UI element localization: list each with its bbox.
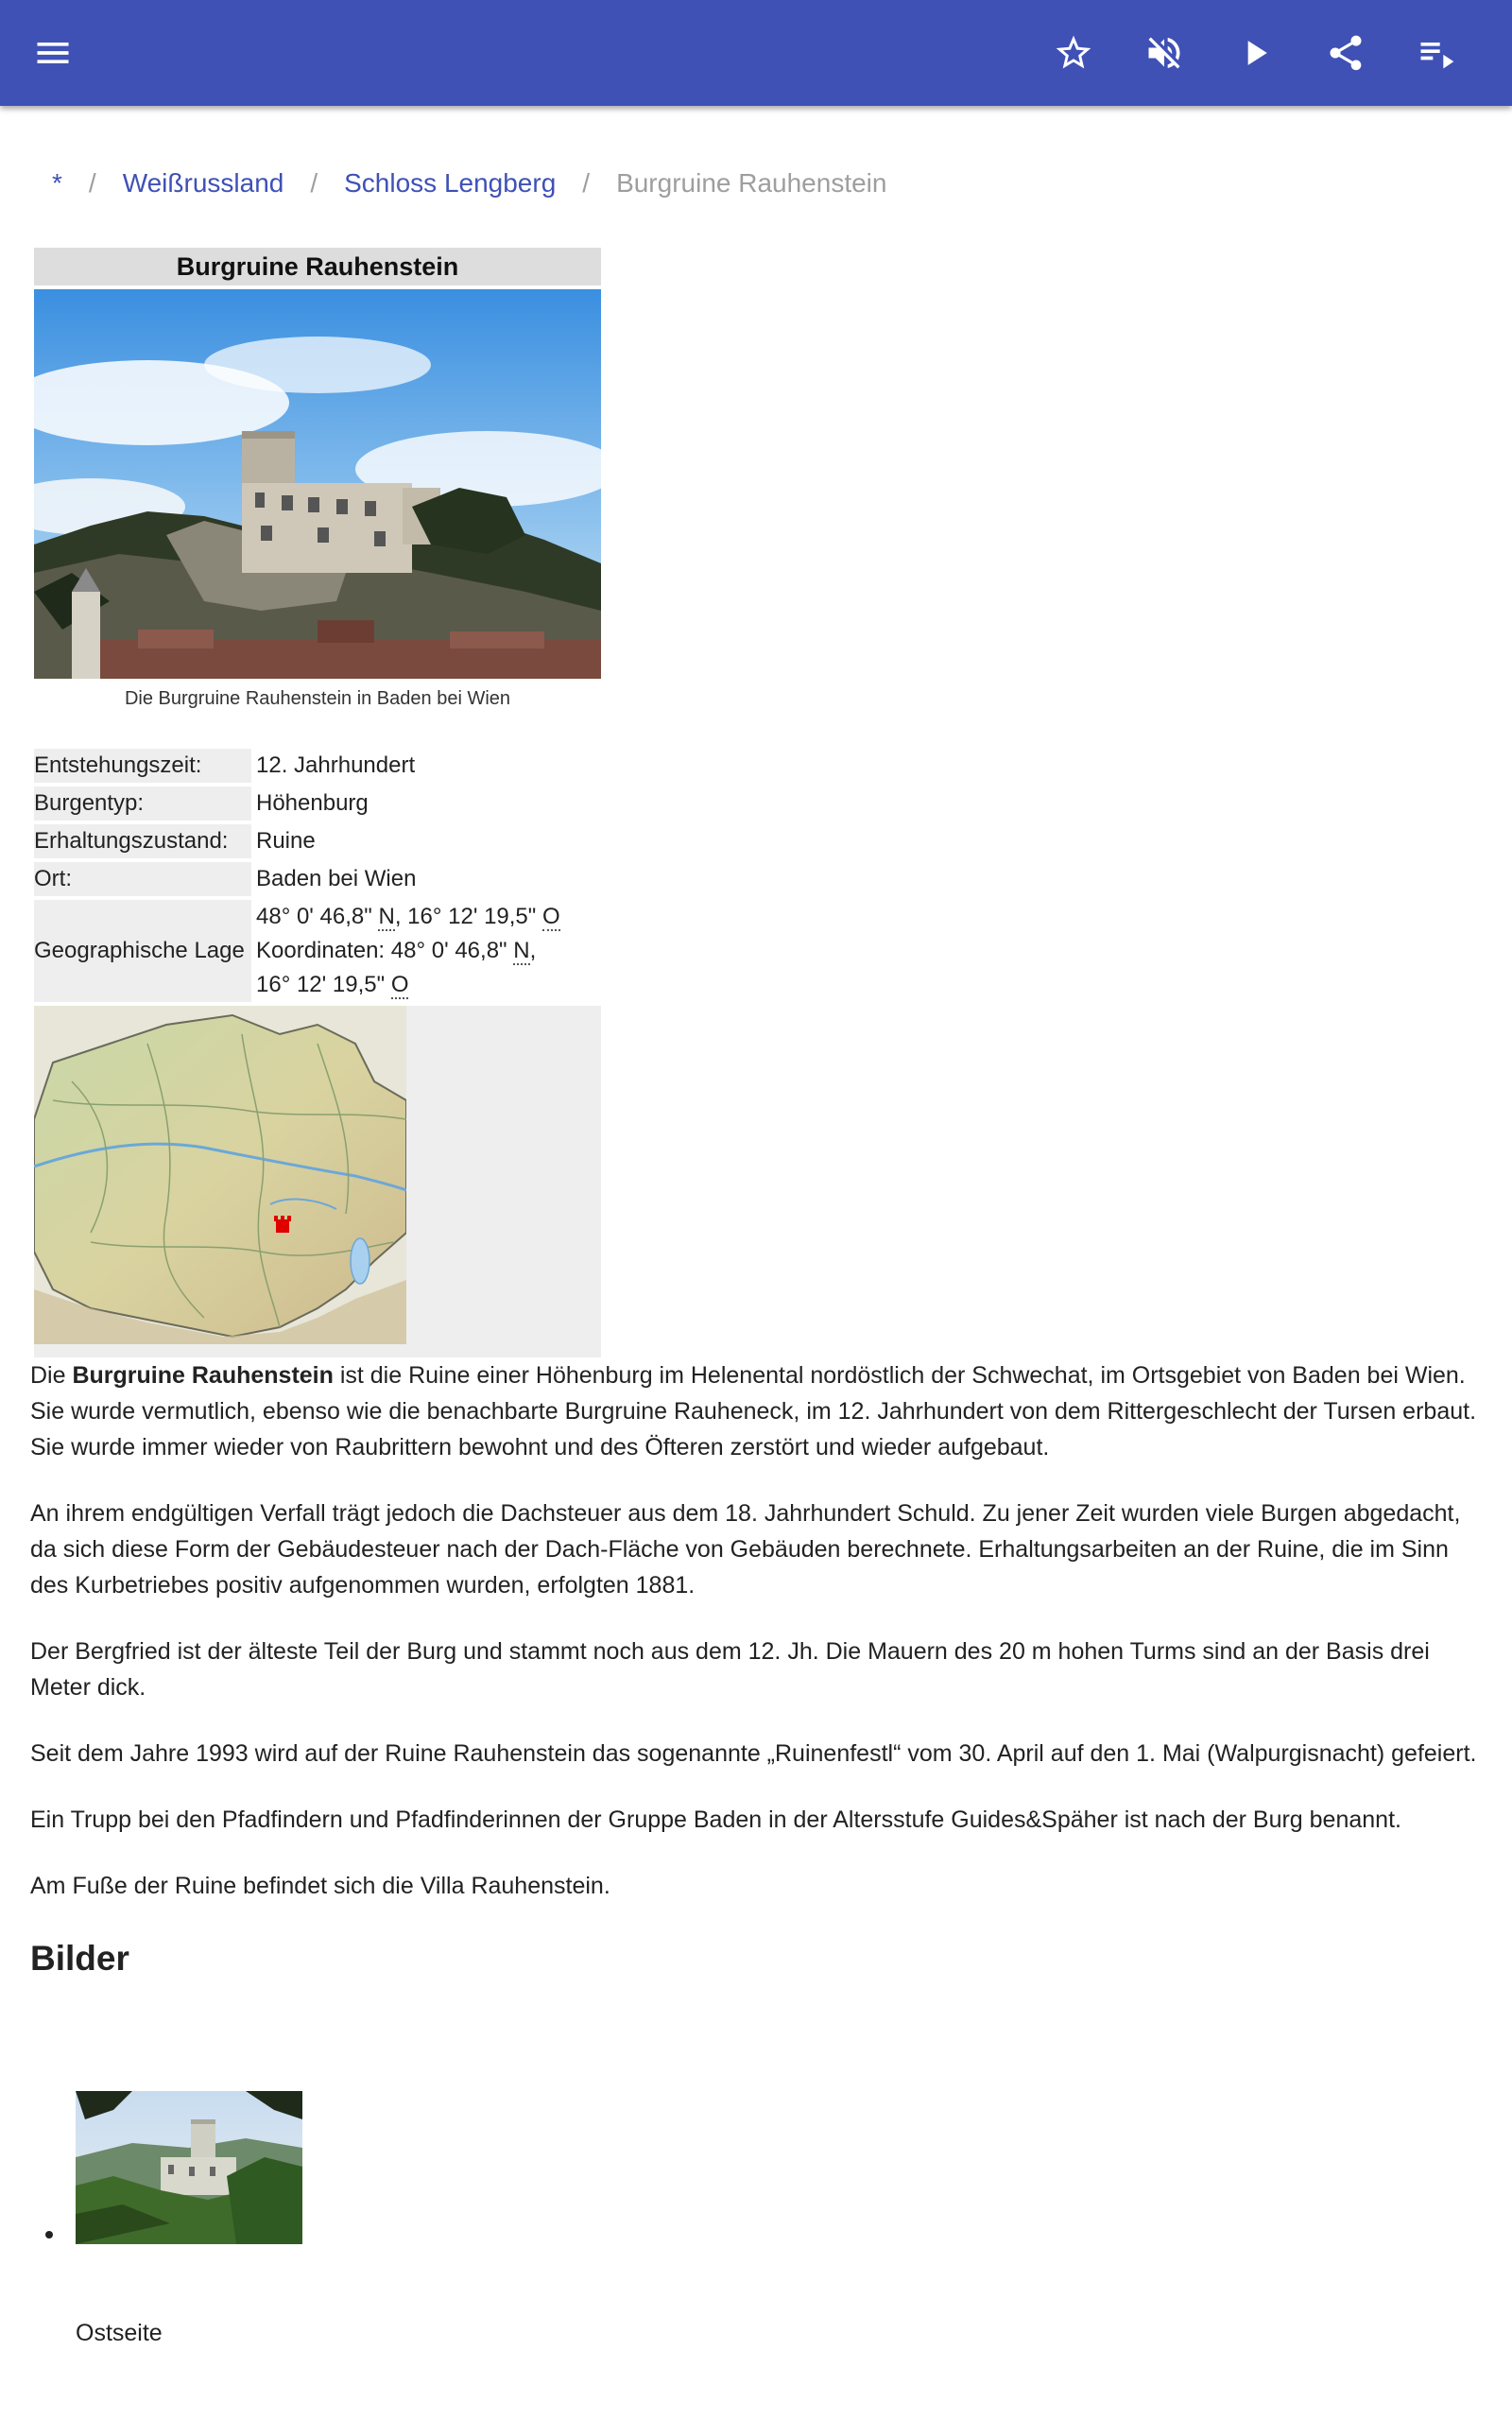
coordinate-longitude: 16° 12' 19,5" [256,972,386,997]
article-paragraph: Der Bergfried ist der älteste Teil der Burg und stammt noch aus dem 12. Jh. Die Mauern des 20 m hohen Turms sind an der Basis drei Meter dick. [30,1638,1430,1701]
castle-marker-icon [274,1216,291,1233]
breadcrumb-home[interactable]: * [52,168,62,198]
infobox-value: Baden bei Wien [256,866,417,891]
location-map [34,1006,601,1357]
article-subject-bold: Burgruine Rauhenstein [72,1362,334,1389]
breadcrumb-current: Burgruine Rauhenstein [616,168,887,198]
infobox-row [34,786,601,821]
infobox-table [34,745,601,1006]
breadcrumb-item-schloss-lengberg[interactable]: Schloss Lengberg [344,168,557,198]
infobox-key: Erhaltungszustand: [34,824,251,858]
infobox-row [34,824,601,858]
infobox-key: Geographische Lage [34,900,251,1002]
coordinate-latitude: 48° 0' 46,8" [256,904,372,929]
infobox-row-geo [34,900,601,1002]
coordinate-comma: , [529,938,537,963]
infobox-key: Ort: [34,862,251,896]
app-bar [0,0,1512,106]
relief-map[interactable] [34,1006,406,1344]
play-icon[interactable] [1227,25,1283,81]
infobox-title: Burgruine Rauhenstein [34,248,601,285]
castle-ruin-photo[interactable] [34,289,601,679]
infobox-key: Entstehungszeit: [34,749,251,783]
infobox-image-caption: Die Burgruine Rauhenstein in Baden bei Wien [124,688,511,709]
coordinate-comma: , [394,904,402,929]
breadcrumb-separator: / [310,168,318,198]
article-paragraph: Ein Trupp bei den Pfadfindern und Pfadfinderinnen der Gruppe Baden in der Altersstufe Guides&Späher ist nach der Burg benannt. [30,1806,1401,1833]
breadcrumb-separator: / [582,168,591,198]
article-paragraph: Seit dem Jahre 1993 wird auf der Ruine Rauhenstein das sogenannte „Ruinenfestl“ vom 30. April auf den 1. Mai (Walpurgisnacht) gefeiert. [30,1740,1477,1767]
coordinates-prefix: Koordinaten: 48° 0' 46,8" [256,938,507,963]
infobox-value: 12. Jahrhundert [256,752,416,778]
breadcrumb-separator: / [88,168,96,198]
gallery-thumbnail[interactable] [76,2091,302,2244]
coordinates-line [256,968,601,1002]
gallery-caption: Ostseite [76,2320,163,2346]
star-outline-icon[interactable] [1045,25,1102,81]
article-paragraph: An ihrem endgültigen Verfall trägt jedoch die Dachsteuer aus dem 18. Jahrhundert Schuld. Zu jener Zeit wurden viele Burgen abgedacht, da sich diese Form der Gebäudesteuer nach der Dach-Fläche von Gebäuden berechnete. Erhaltungsarbeiten an der Ruine, die im Sinn des Kurbetriebes positiv aufgenommen wurden, erfolgten 1881. [30,1500,1461,1599]
infobox-row [34,749,601,783]
infobox [34,248,601,997]
article-paragraph [30,1357,1486,1465]
menu-icon[interactable] [25,25,81,81]
playlist-icon[interactable] [1408,25,1465,81]
coordinates-line [256,934,601,968]
paragraph-text: ist die Ruine einer Höhenburg im Helenental nordöstlich der Schwechat, im Ortsgebiet von Baden bei Wien. Sie wurde vermutlich, ebenso wie die benachbarte Burgruine Rauheneck, im 12. Jahrhundert von dem Rittergeschlecht der Tursen erbaut. Sie wurde immer wieder von Raubrittern bewohnt und des Öfteren zerstört und wieder aufgebaut. [30,1362,1477,1461]
breadcrumb [52,168,886,199]
east-abbr: O [541,904,560,929]
volume-off-icon[interactable] [1136,25,1193,81]
infobox-value-coordinates [251,900,601,1002]
coordinate-longitude: 16° 12' 19,5" [407,904,537,929]
coordinates-line [256,900,601,934]
paragraph-text: Die [30,1362,73,1389]
article-body [30,1357,1486,1979]
infobox-value: Höhenburg [256,790,369,816]
infobox-value: Ruine [256,828,316,854]
north-abbr: N [378,904,395,929]
infobox-row [34,862,601,896]
east-abbr: O [390,972,409,997]
section-heading-bilder: Bilder [30,1939,129,1978]
north-abbr: N [513,938,530,963]
share-icon[interactable] [1317,25,1374,81]
list-bullet [45,2231,53,2238]
breadcrumb-item-weissrussland[interactable]: Weißrussland [122,168,284,198]
article-paragraph: Am Fuße der Ruine befindet sich die Villa Rauhenstein. [30,1873,610,1899]
infobox-key: Burgentyp: [34,786,251,821]
